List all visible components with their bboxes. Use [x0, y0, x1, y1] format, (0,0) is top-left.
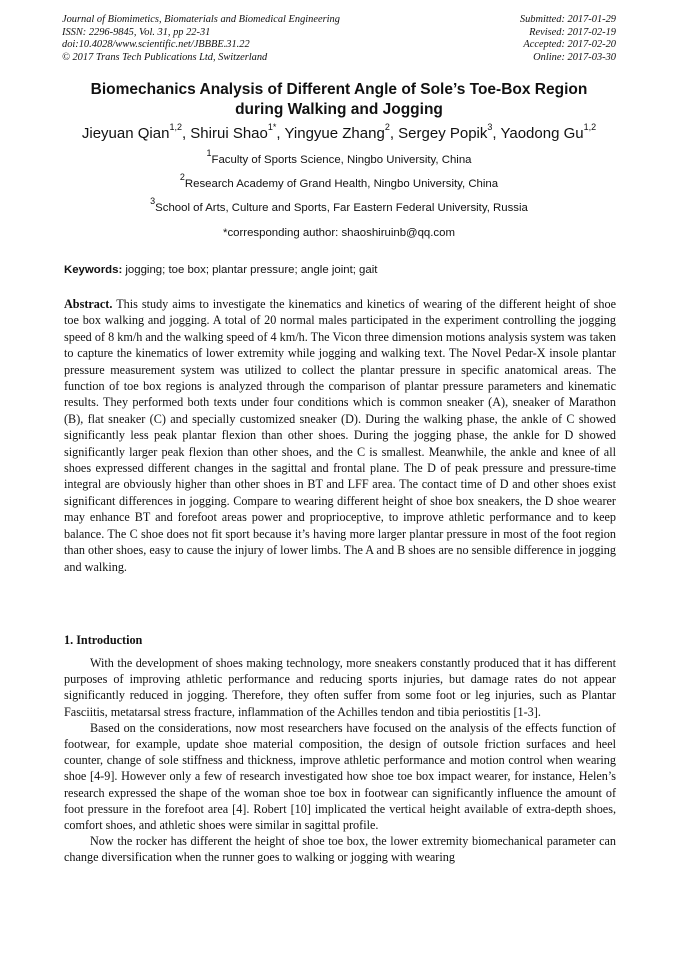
author-separator: , [389, 125, 399, 142]
paper-title-line-1: Biomechanics Analysis of Different Angle of Sole’s Toe-Box Region [90, 81, 588, 98]
keywords-label: Keywords: [64, 264, 123, 276]
paper-title [62, 80, 616, 120]
journal-issn: ISSN: 2296-9845, Vol. 31, pp 22-31 [62, 26, 211, 38]
author-name: Yaodong Gu [500, 125, 584, 142]
paper-title-line-2: during Walking and Jogging [235, 101, 443, 118]
journal-header [62, 14, 340, 64]
date-online: Online: 2017-03-30 [533, 51, 616, 63]
author-list [40, 124, 638, 144]
author-affiliation-mark: 1* [267, 122, 277, 132]
corresponding-author: *corresponding author: shaoshiruinb@qq.com [223, 227, 455, 239]
abstract-label: Abstract. [64, 297, 113, 311]
affiliation-3 [62, 196, 616, 215]
paragraph: With the development of shoes making technology, more sneakers constantly produced that it has different purposes of improving athletic performance and reducing sports injuries, but damage rates do not appear significantly reduced in jogging. Therefore, they often suffer from some foot or leg injuries, such as Plantar Fasciitis, metatarsal stress fracture, inflammation of the Achilles tendon and tibia periostitis [1-3]. [64, 656, 616, 719]
affiliation-text: Research Academy of Grand Health, Ningbo University, China [184, 178, 499, 190]
section-heading-introduction: 1. Introduction [64, 633, 143, 647]
author-name: Shirui Shao [190, 125, 268, 142]
journal-copyright: © 2017 Trans Tech Publications Ltd, Switzerland [62, 51, 268, 63]
affiliation-text: School of Arts, Culture and Sports, Far Eastern Federal University, Russia [155, 202, 528, 214]
author-name: Jieyuan Qian [81, 125, 170, 142]
author-separator: , [276, 125, 285, 142]
date-accepted: Accepted: 2017-02-20 [523, 39, 616, 50]
author-affiliation-mark: 3 [487, 122, 493, 132]
keywords [64, 263, 616, 277]
abstract [64, 296, 616, 575]
author-affiliation-mark: 2 [384, 122, 390, 132]
author-affiliation-mark: 1,2 [169, 122, 182, 132]
affiliation-text: Faculty of Sports Science, Ningbo University, China [211, 154, 472, 166]
author-separator: , [181, 125, 191, 142]
affiliation-mark: 1 [206, 148, 212, 159]
paragraph: Based on the considerations, now most researchers have focused on the analysis of the effects function of footwear, for example, update shoe material composition, the design of outsole friction surfaces and heel counter, change of sole stiffness and thickness, improve athletic performance and motion control when wearing shoe [4-9]. However only a few of research investigated how shoe toe box impact wearer, for instance, Helen’s research expressed the shape of the woman shoe toe box in footwear can significantly influence the amount of foot pressure in the forefoot area [4]. Robert [10] implicated the vertical height available of extra-depth shoes, comfort shoes, and athletic shoes were similar in sagittal profile. [64, 720, 616, 833]
author-name: Sergey Popik [398, 125, 488, 142]
journal-name: Journal of Biomimetics, Biomaterials and Biomedical Engineering [62, 14, 340, 25]
date-submitted: Submitted: 2017-01-29 [519, 14, 616, 25]
dates-header [520, 14, 616, 64]
author-name: Yingyue Zhang [284, 125, 385, 142]
affiliation-2 [62, 172, 616, 191]
affiliation-mark: 2 [179, 172, 185, 183]
introduction-body [64, 655, 616, 866]
paragraph: Now the rocker has different the height of shoe toe box, the lower extremity biomechanical parameter can change diversification when the runner goes to walking or jogging with wearing [64, 834, 616, 865]
journal-doi: doi:10.4028/www.scientific.net/JBBBE.31.22 [62, 39, 250, 50]
affiliation-1 [62, 148, 616, 167]
abstract-text: This study aims to investigate the kinematics and kinetics of wearing of the different height of shoe toe box walking and jogging. A total of 20 normal males participated in the experiment controlling the jogging speed of 8 km/h and the walking speed of 4 km/h. The Vicon three dimension motions analysis system was taken to capture the kinematics of lower extremity while jogging and walking text. The Novel Pedar-X insole plantar pressure measurement system was utilized to collect the plantar pressure in specific anatomical areas. The function of toe box regions is analyzed through the comparison of plantar pressure parameters and kinematic results. They performed both texts under four conditions which is common sneaker (A), sneaker of Marathon (B), flat sneaker (C) and specially customized sneaker (D). During the walking phase, the ankle of C showed significantly less peak plantar flexion than other shoes. During the jogging phase, the ankle for D showed significantly larger peak flexion than other shoes, and the C is smallest. Meanwhile, the ankle and knee of all shoes expressed different changes in the sagittal and frontal plane. The D of peak pressure and pressure-time integral are obviously higher than other shoes in BT and LFF area. The contact time of D and other shoes exist significant differences in jogging. Compare to wearing different height of shoe box sneakers, the D shoe wearer may enhance BT and forefoot areas power and proprioceptive, to improve athletic performance and to keep balance. The C shoe does not fit sport because it’s having more larger plantar pressure in most of the foot region than other shoes, easy to cause the injury of lower limbs. The A and B shoes are no sensible difference in jogging and walking. [64, 297, 616, 574]
keywords-text: jogging; toe box; plantar pressure; angle joint; gait [122, 264, 378, 276]
author-affiliation-mark: 1,2 [583, 122, 597, 132]
author-separator: , [492, 125, 501, 142]
affiliation-mark: 3 [150, 196, 156, 207]
date-revised: Revised: 2017-02-19 [529, 26, 616, 38]
